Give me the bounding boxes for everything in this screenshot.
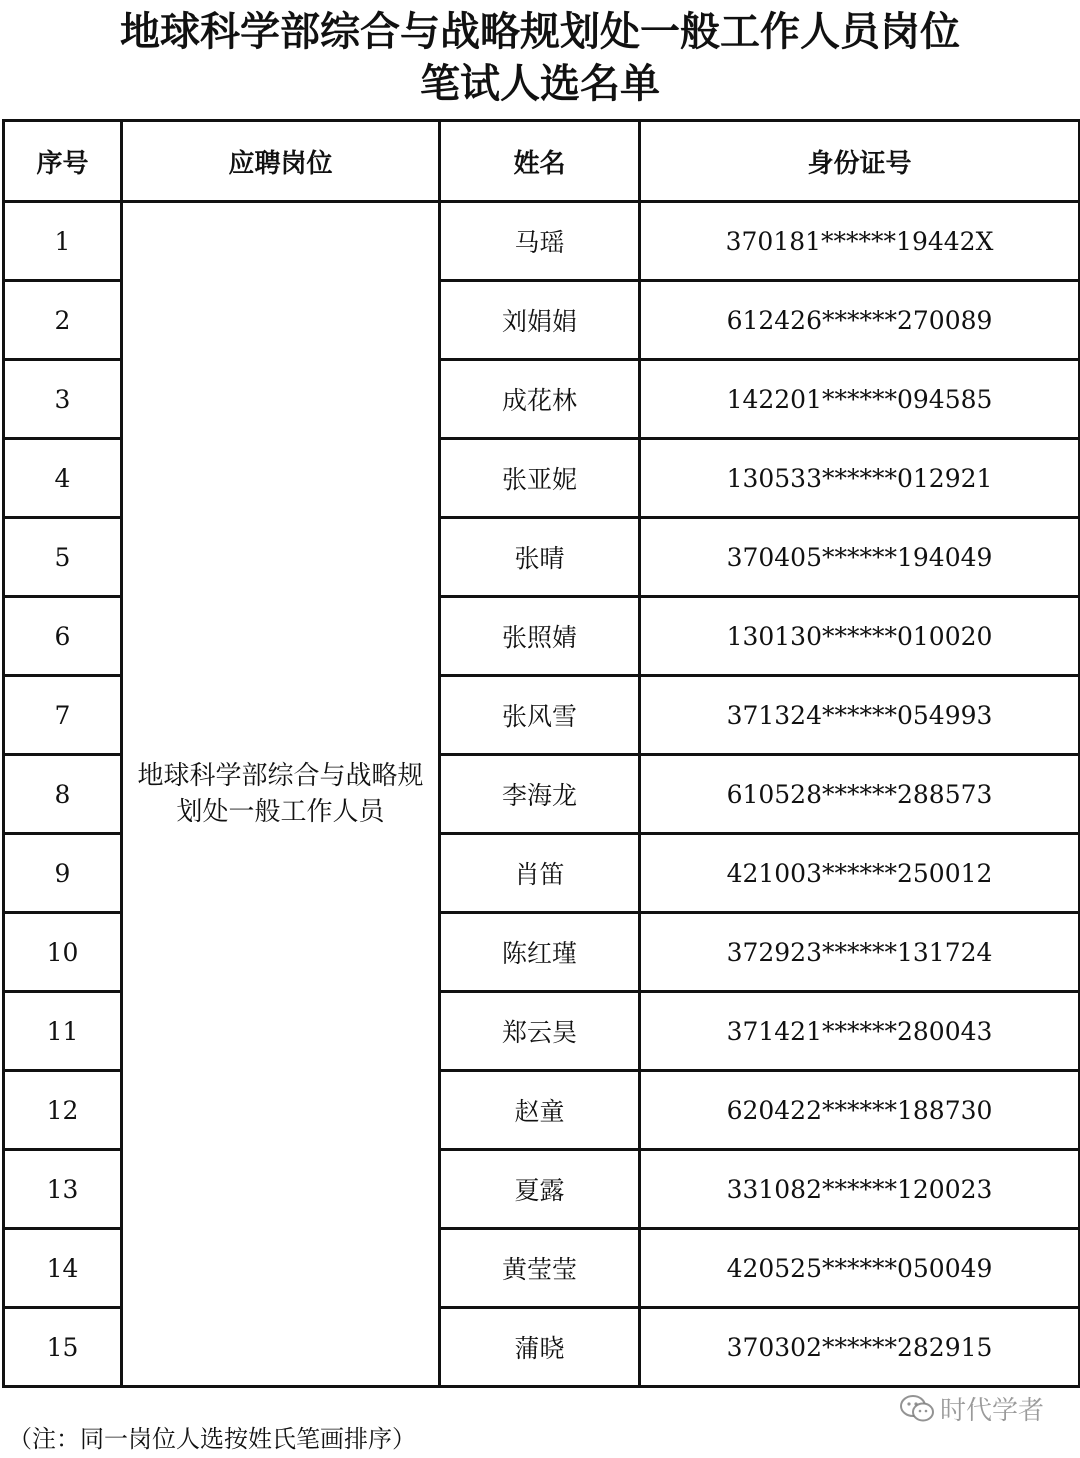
watermark-text: 时代学者 <box>940 1396 1045 1426</box>
cell-number: 13 <box>4 1150 122 1229</box>
cell-name: 蒲晓 <box>440 1308 640 1387</box>
cell-name: 郑云昊 <box>440 992 640 1071</box>
wechat-icon <box>900 1395 934 1423</box>
cell-id-number: 612426******270089 <box>640 281 1080 360</box>
table-header-row <box>4 121 1080 202</box>
cell-number: 12 <box>4 1071 122 1150</box>
cell-number: 1 <box>4 202 122 281</box>
cell-id-number: 130130******010020 <box>640 597 1080 676</box>
cell-position: 地球科学部综合与战略规划处一般工作人员 <box>122 202 440 1387</box>
table-body <box>4 202 1080 1387</box>
cell-id-number: 370405******194049 <box>640 518 1080 597</box>
cell-name: 夏露 <box>440 1150 640 1229</box>
cell-name: 马瑶 <box>440 202 640 281</box>
cell-name: 刘娟娟 <box>440 281 640 360</box>
header-position: 应聘岗位 <box>122 121 440 202</box>
cell-number: 7 <box>4 676 122 755</box>
cell-number: 6 <box>4 597 122 676</box>
cell-id-number: 331082******120023 <box>640 1150 1080 1229</box>
cell-number: 8 <box>4 755 122 834</box>
cell-name: 张亚妮 <box>440 439 640 518</box>
cell-number: 14 <box>4 1229 122 1308</box>
cell-number: 9 <box>4 834 122 913</box>
cell-name: 赵童 <box>440 1071 640 1150</box>
cell-number: 10 <box>4 913 122 992</box>
cell-number: 3 <box>4 360 122 439</box>
table-row <box>4 202 1080 281</box>
cell-id-number: 370302******282915 <box>640 1308 1080 1387</box>
cell-name: 黄莹莹 <box>440 1229 640 1308</box>
cell-id-number: 420525******050049 <box>640 1229 1080 1308</box>
header-name: 姓名 <box>440 121 640 202</box>
header-number: 序号 <box>4 121 122 202</box>
header-id-number: 身份证号 <box>640 121 1080 202</box>
cell-number: 11 <box>4 992 122 1071</box>
cell-name: 李海龙 <box>440 755 640 834</box>
cell-id-number: 142201******094585 <box>640 360 1080 439</box>
cell-number: 4 <box>4 439 122 518</box>
cell-id-number: 421003******250012 <box>640 834 1080 913</box>
cell-id-number: 372923******131724 <box>640 913 1080 992</box>
cell-id-number: 130533******012921 <box>640 439 1080 518</box>
cell-name: 张照婧 <box>440 597 640 676</box>
document-title-line-1: 地球科学部综合与战略规划处一般工作人员岗位 <box>120 9 960 55</box>
cell-number: 2 <box>4 281 122 360</box>
document-title-line-2: 笔试人选名单 <box>420 61 660 107</box>
cell-name: 陈红瑾 <box>440 913 640 992</box>
cell-id-number: 610528******288573 <box>640 755 1080 834</box>
candidate-table <box>2 119 1080 1388</box>
cell-number: 5 <box>4 518 122 597</box>
cell-name: 张风雪 <box>440 676 640 755</box>
cell-id-number: 620422******188730 <box>640 1071 1080 1150</box>
cell-id-number: 370181******19442X <box>640 202 1080 281</box>
watermark <box>900 1390 1044 1427</box>
cell-name: 肖笛 <box>440 834 640 913</box>
footnote: （注：同一岗位人选按姓氏笔画排序） <box>8 1425 416 1453</box>
cell-name: 成花林 <box>440 360 640 439</box>
cell-name: 张晴 <box>440 518 640 597</box>
cell-id-number: 371421******280043 <box>640 992 1080 1071</box>
cell-id-number: 371324******054993 <box>640 676 1080 755</box>
cell-number: 15 <box>4 1308 122 1387</box>
